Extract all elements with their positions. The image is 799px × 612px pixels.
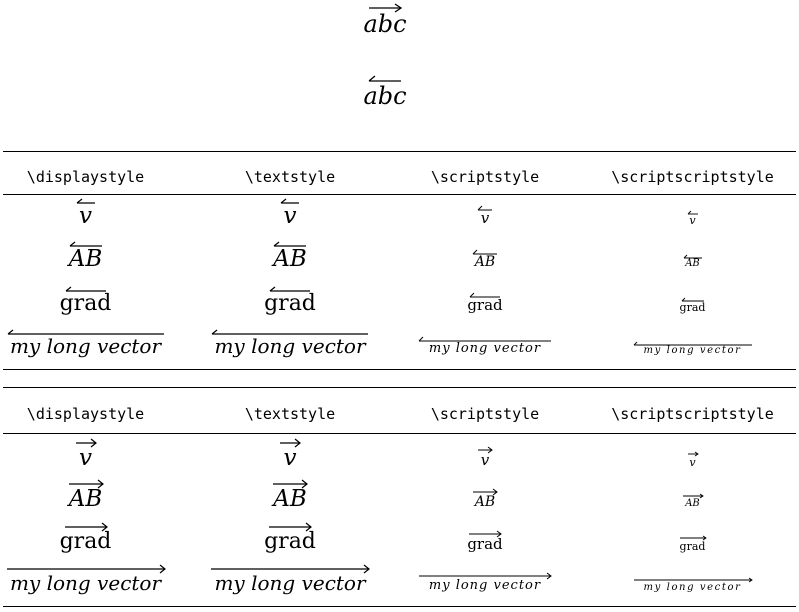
table1-cell-v-scriptscript: v <box>590 210 795 226</box>
top-example-text: abc <box>363 82 407 110</box>
table1-cell-v-script: v <box>405 205 565 226</box>
table1-cell-long-display: my long vector <box>3 328 168 356</box>
table2-cell-AB-display: AB <box>3 479 168 511</box>
table1-header-displaystyle: \displaystyle <box>26 168 145 186</box>
table1-cell-v-display: v <box>3 197 168 228</box>
table1-cell-long-text: my long vector <box>205 328 375 356</box>
table1-cell-grad-text: grad <box>205 285 375 315</box>
table2-cell-long-display: my long vector <box>3 564 168 593</box>
table2-cell-long-scriptscript: my long vector <box>590 577 795 593</box>
table1-cell-long-scriptscript: my long vector <box>590 341 795 356</box>
table1-cell-AB-display: AB <box>3 240 168 271</box>
table1-header-rule <box>3 194 796 195</box>
table2-cell-long-script: my long vector <box>405 572 565 592</box>
top-example-left-harpoon <box>340 74 430 108</box>
table1-cell-grad-scriptscript: grad <box>590 297 795 313</box>
table2-cell-grad-display: grad <box>3 522 168 553</box>
table1-cell-AB-text: AB <box>205 240 375 271</box>
table2-cell-long-text: my long vector <box>205 564 375 593</box>
table1-header-scriptscriptstyle: \scriptscriptstyle <box>611 168 774 186</box>
table2-cell-grad-text: grad <box>205 522 375 553</box>
table1-cell-AB-script: AB <box>405 249 565 269</box>
table2-header-displaystyle: \displaystyle <box>26 405 145 423</box>
table1-header-textstyle: \textstyle <box>244 168 336 186</box>
table1-cell-AB-scriptscript: AB <box>590 254 795 269</box>
table2-cell-v-scriptscript: v <box>590 451 795 468</box>
table2-cell-grad-scriptscript: grad <box>590 535 795 552</box>
table2-bottom-rule <box>3 606 796 607</box>
table2-cell-AB-text: AB <box>205 479 375 511</box>
table2-cell-v-script: v <box>405 446 565 468</box>
table1-header-scriptstyle: \scriptstyle <box>430 168 540 186</box>
table2-header-rule <box>3 433 796 434</box>
table2-cell-v-text: v <box>205 438 375 470</box>
table1-bottom-rule <box>3 369 796 370</box>
table2-header-scriptscriptstyle: \scriptscriptstyle <box>611 405 774 423</box>
table1-cell-grad-display: grad <box>3 285 168 315</box>
table2-cell-AB-script: AB <box>405 488 565 509</box>
table2-cell-grad-script: grad <box>405 530 565 552</box>
top-example-text: abc <box>363 10 407 38</box>
top-example-right-arrow <box>340 2 430 36</box>
table1-top-rule <box>3 151 796 152</box>
table2-header-textstyle: \textstyle <box>244 405 336 423</box>
table2-cell-v-display: v <box>3 438 168 470</box>
table2-top-rule <box>3 387 796 388</box>
table1-cell-grad-script: grad <box>405 292 565 313</box>
table1-cell-v-text: v <box>205 197 375 228</box>
table1-cell-long-script: my long vector <box>405 336 565 355</box>
table2-header-scriptstyle: \scriptstyle <box>430 405 540 423</box>
table2-cell-AB-scriptscript: AB <box>590 493 795 509</box>
